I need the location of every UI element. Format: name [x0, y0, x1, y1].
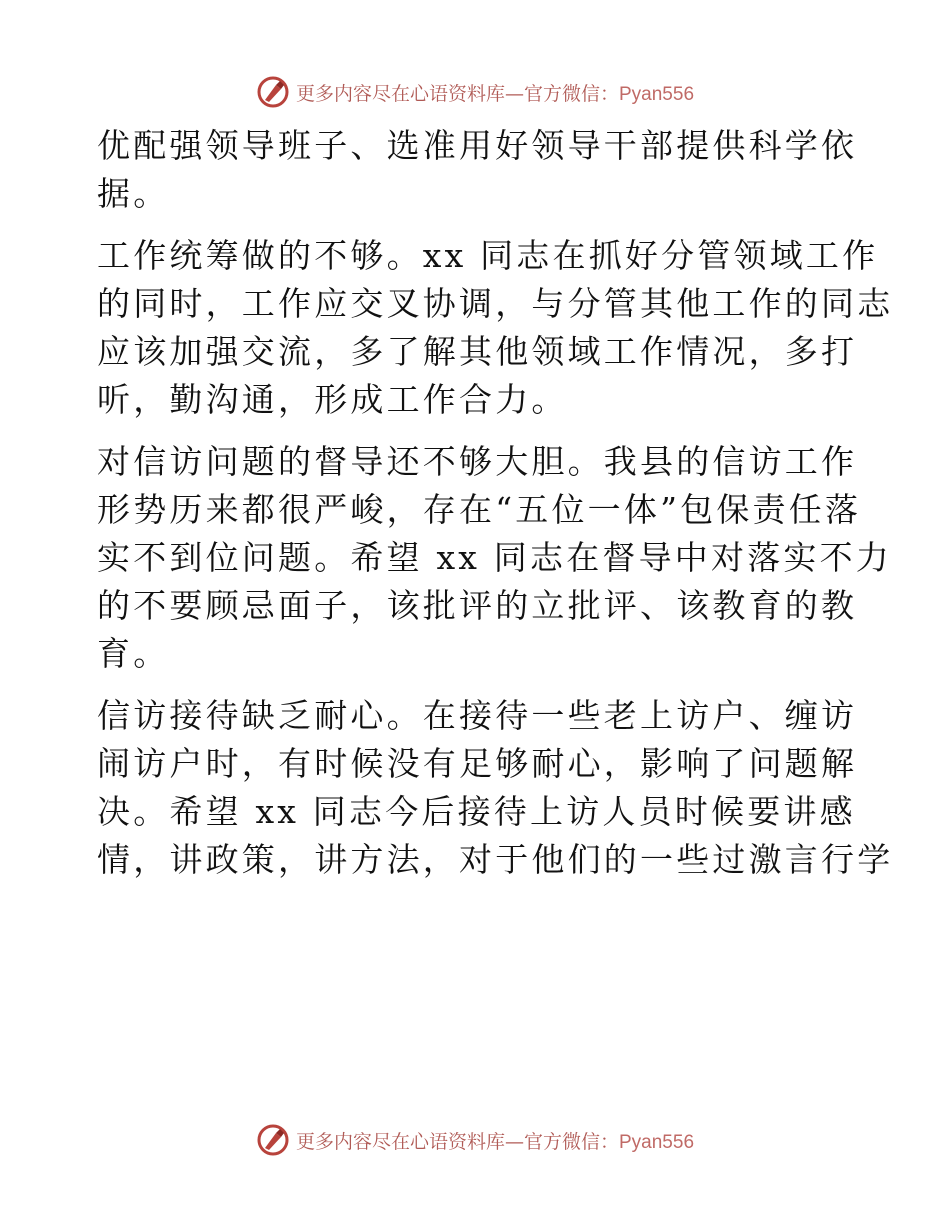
text-line: 决。希望 xx 同志今后接待上访人员时候要讲感 [97, 792, 856, 831]
footer-watermark [0, 1120, 950, 1160]
paragraph [97, 692, 894, 884]
text-line: 形势历来都很严峻，存在“五位一体”包保责任落 [97, 490, 862, 529]
paragraph [97, 232, 894, 424]
wechat-id: Pyan556 [619, 83, 695, 105]
watermark-text: 更多内容尽在心语资料库—官方微信：Pyan556 [295, 82, 695, 105]
text-line: 的同时，工作应交叉协调，与分管其他工作的同志 [97, 284, 894, 323]
text-line: 实不到位问题。希望 xx 同志在督导中对落实不力 [97, 538, 893, 577]
text-line: 应该加强交流，多了解其他领域工作情况，多打 [97, 332, 858, 371]
text-line: 据。 [97, 174, 170, 213]
wechat-id: Pyan556 [619, 1131, 695, 1153]
document-body [97, 122, 894, 898]
text-line: 优配强领导班子、选准用好领导干部提供科学依 [97, 126, 858, 165]
text-line: 育。 [97, 634, 170, 673]
paragraph [97, 122, 857, 218]
text-line: 听，勤沟通，形成工作合力。 [97, 380, 568, 419]
watermark-text: 更多内容尽在心语资料库—官方微信：Pyan556 [295, 1130, 695, 1153]
text-line: 的不要顾忌面子，该批评的立批评、该教育的教 [97, 586, 858, 625]
pen-nib-logo-icon [256, 1123, 290, 1157]
text-line: 闹访户时，有时候没有足够耐心，影响了问题解 [97, 744, 858, 783]
paragraph [97, 438, 893, 678]
text-line: 对信访问题的督导还不够大胆。我县的信访工作 [97, 442, 858, 481]
header-watermark [0, 72, 950, 112]
pen-nib-logo-icon [256, 75, 290, 109]
text-line: 信访接待缺乏耐心。在接待一些老上访户、缠访 [97, 696, 858, 735]
text-line: 情，讲政策，讲方法，对于他们的一些过激言行学 [97, 840, 894, 879]
text-line: 工作统筹做的不够。xx 同志在抓好分管领域工作 [97, 236, 879, 275]
